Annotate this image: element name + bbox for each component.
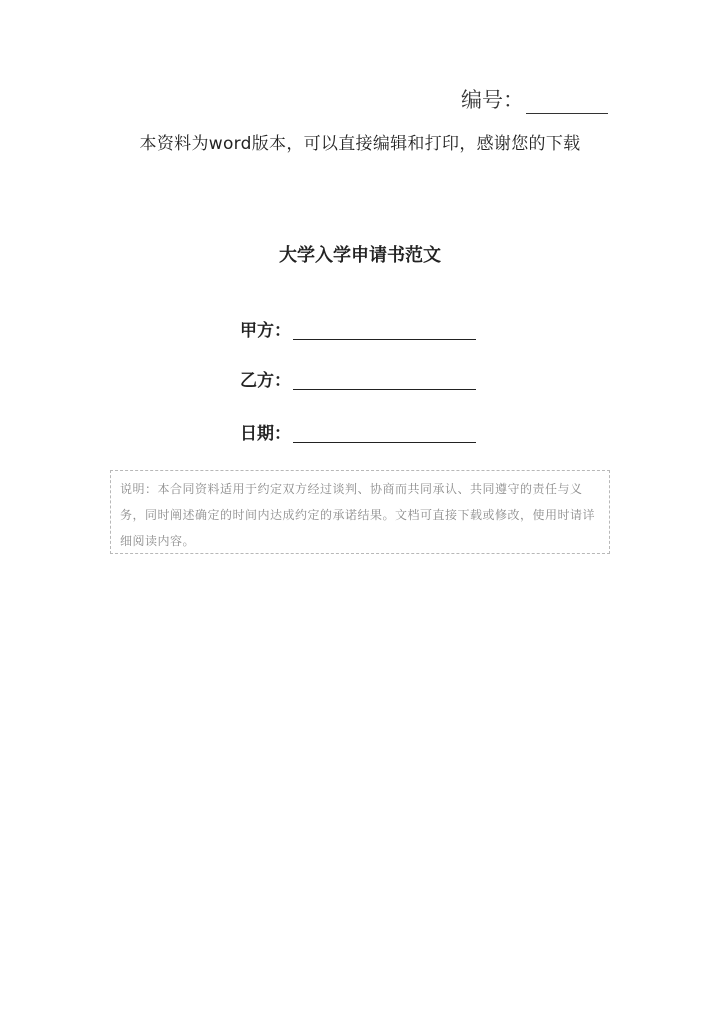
document-title: 大学入学申请书范文 — [279, 245, 441, 266]
date-blank[interactable] — [293, 422, 476, 443]
party-b-blank[interactable] — [293, 369, 476, 390]
download-notice: 本资料为word版本，可以直接编辑和打印，感谢您的下载 — [139, 134, 581, 154]
serial-number-label: 编号： — [461, 88, 524, 112]
disclaimer-note: 说明：本合同资料适用于约定双方经过谈判、协商而共同承认、共同遵守的责任与义务，同时阐述确定的时间内达成约定的承诺结果。文档可直接下载或修改，使用时请详细阅读内容。 — [110, 470, 610, 554]
party-a-label: 甲方： — [240, 321, 291, 341]
date-label: 日期： — [240, 424, 291, 444]
serial-number-blank[interactable] — [526, 91, 608, 114]
party-a-row — [240, 319, 476, 343]
party-b-row — [240, 369, 476, 393]
party-b-label: 乙方： — [240, 371, 291, 391]
date-row — [240, 422, 476, 446]
party-a-blank[interactable] — [293, 319, 476, 340]
serial-number-field — [461, 86, 608, 114]
